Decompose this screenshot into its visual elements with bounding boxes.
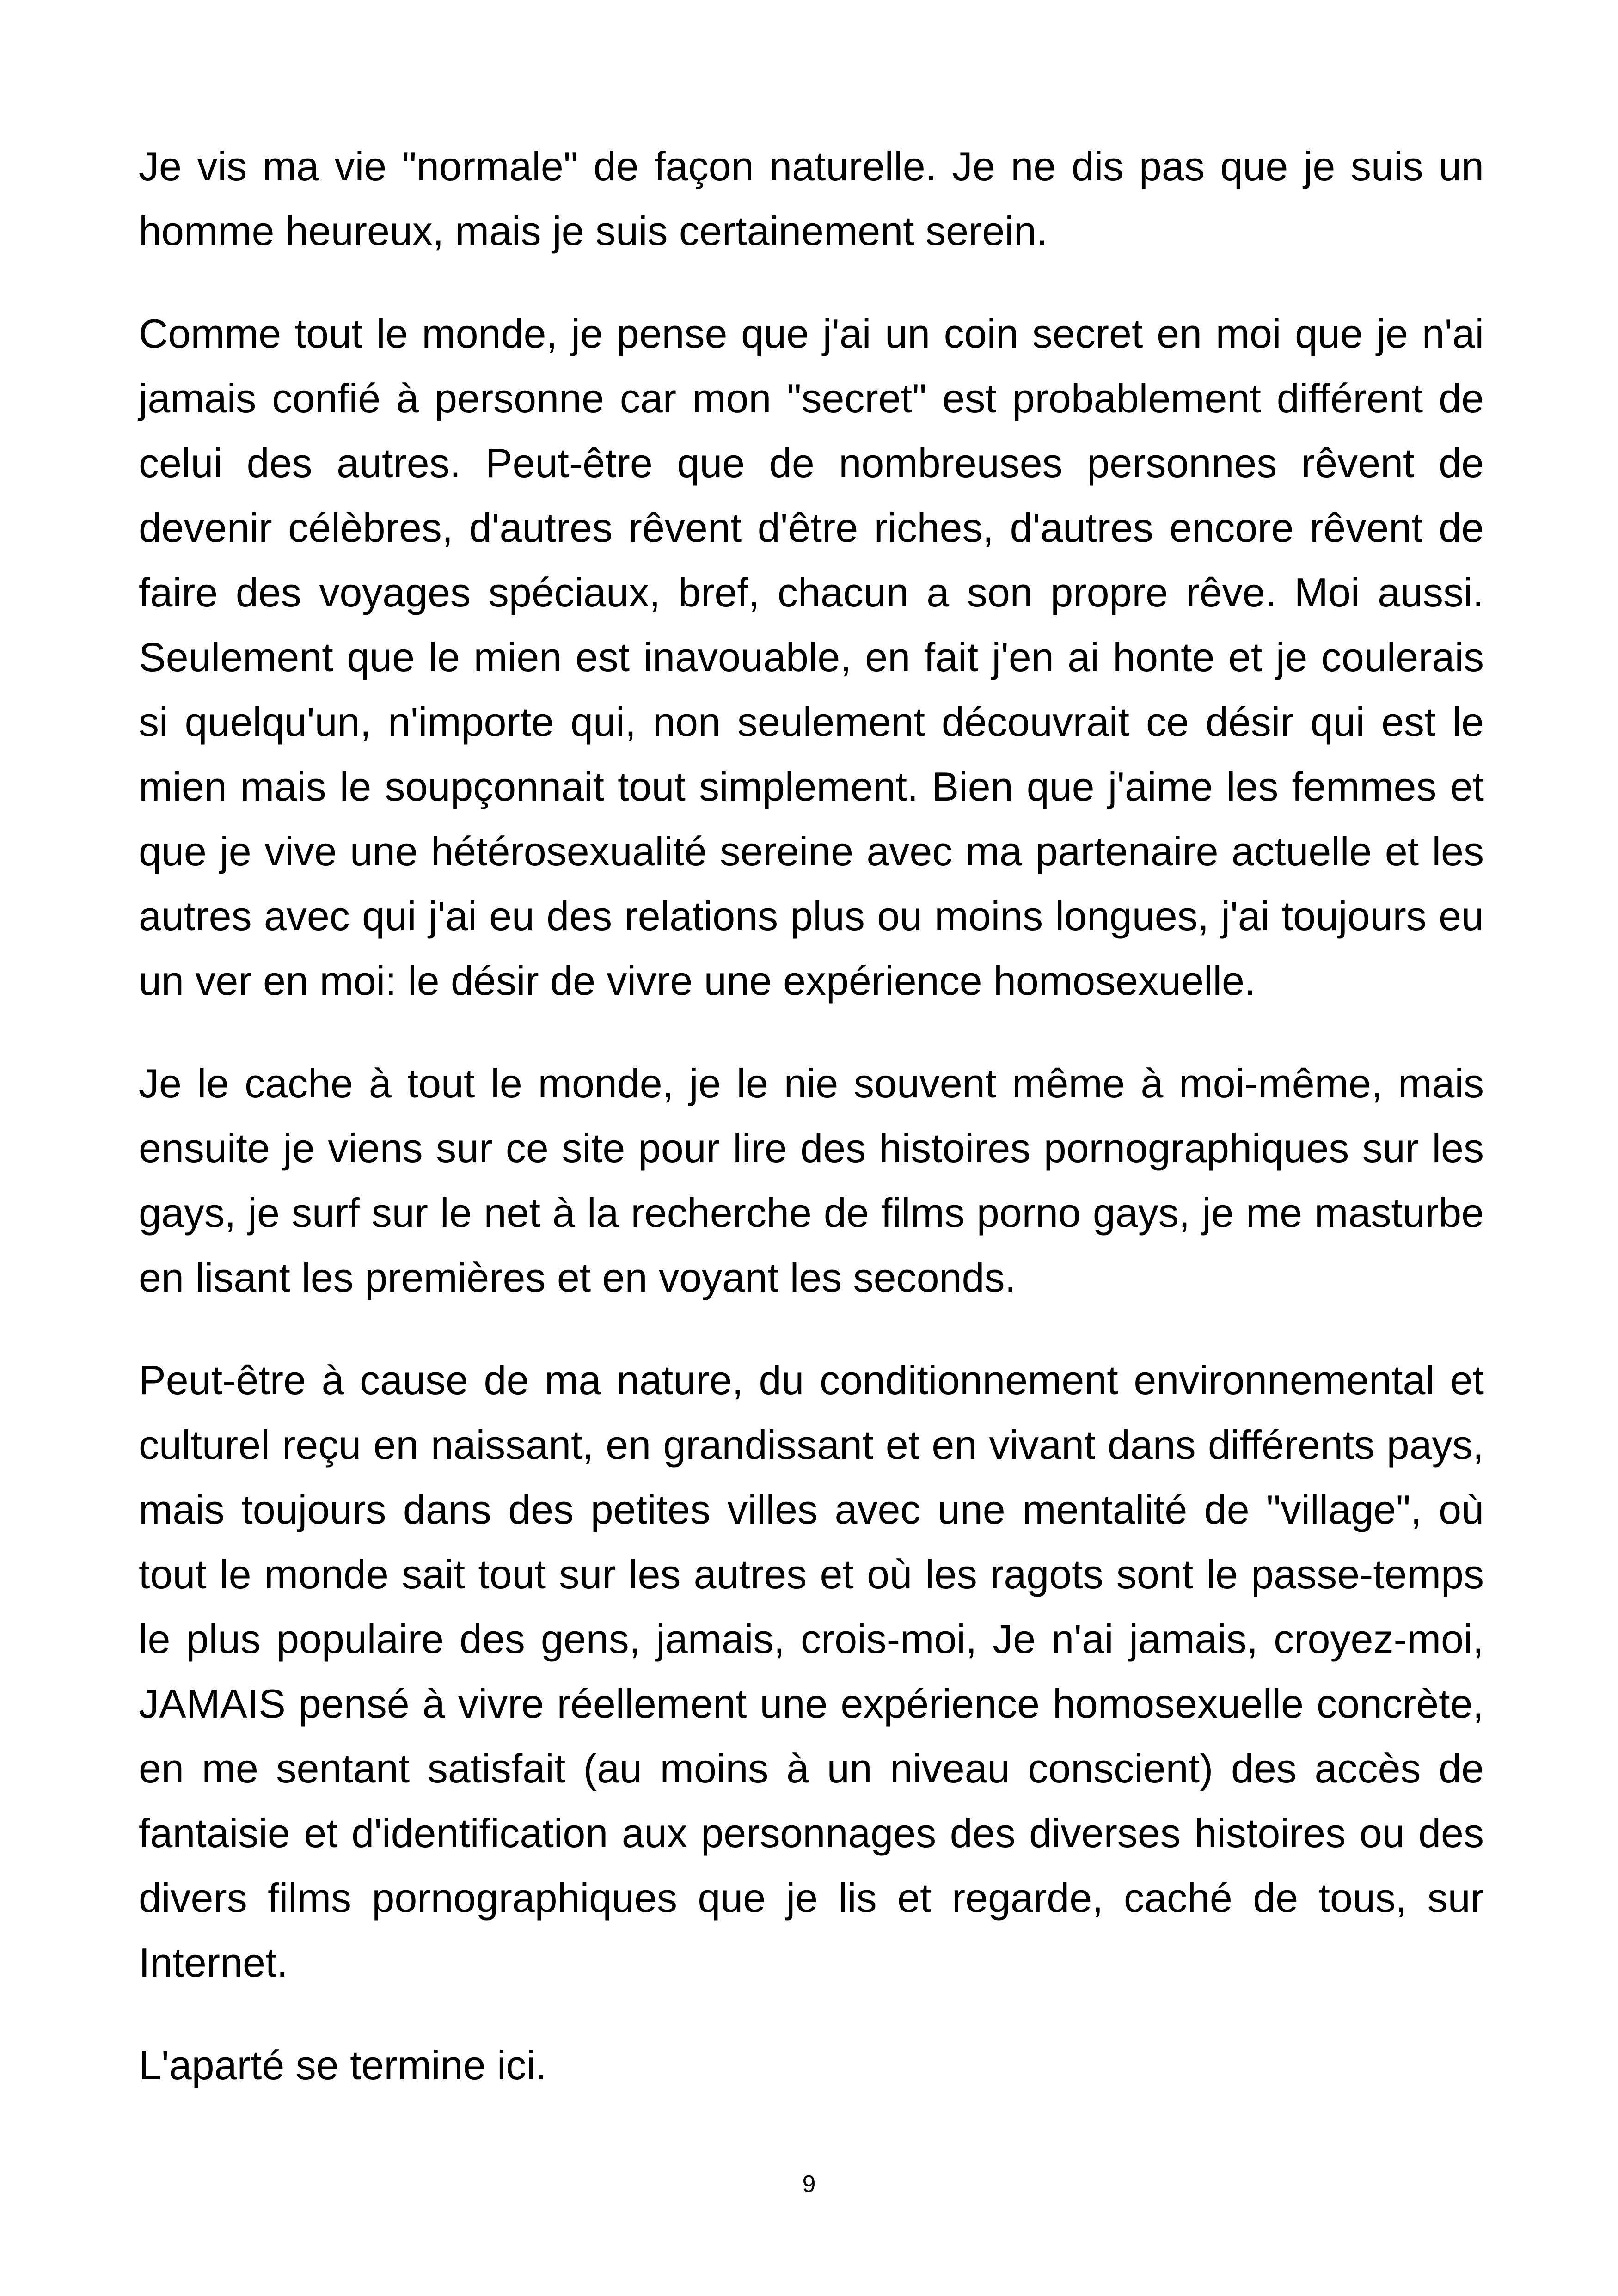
paragraph: Comme tout le monde, je pense que j'ai un coin secret en moi que je n'ai jamais confié à personne car mon "secret" est probablement différent de celui des autres. Peut-être que de nombreuses personnes rêvent de devenir célèbres, d'autres rêvent d'être riches, d'autres encore rêvent de faire des voyages spéciaux, bref, chacun a son propre rêve. Moi aussi. Seulement que le mien est inavouable, en fait j'en ai honte et je coulerais si quelqu'un, n'importe qui, non seulement découvrait ce désir qui est le mien mais le soupçonnait tout simplement. Bien que j'aime les femmes et que je vive une hétérosexualité sereine avec ma partenaire actuelle et les autres avec qui j'ai eu des relations plus ou moins longues, j'ai toujours eu un ver en moi: le désir de vivre une expérience homosexuelle. [139, 311, 1484, 1004]
page-number: 9 [802, 2171, 816, 2198]
paragraph: Je vis ma vie "normale" de façon naturelle. Je ne dis pas que je suis un homme heureux, mais je suis certainement serein. [139, 143, 1484, 254]
paragraph: L'aparté se termine ici. [139, 2042, 547, 2088]
paragraph: Peut-être à cause de ma nature, du conditionnement environnemental et culturel reçu en naissant, en grandissant et en vivant dans différents pays, mais toujours dans des petites villes avec une mentalité de "village", où tout le monde sait tout sur les autres et où les ragots sont le passe-temps le plus populaire des gens, jamais, crois-moi, Je n'ai jamais, croyez-moi, JAMAIS pensé à vivre réellement une expérience homosexuelle concrète, en me sentant satisfait (au moins à un niveau conscient) des accès de fantaisie et d'identification aux personnages des diverses histoires ou des divers films pornographiques que je lis et regarde, caché de tous, sur Internet. [139, 1357, 1484, 1985]
body-text [139, 134, 1484, 2136]
paragraph: Je le cache à tout le monde, je le nie souvent même à moi-même, mais ensuite je viens sur ce site pour lire des histoires pornographiques sur les gays, je surf sur le net à la recherche de films porno gays, je me masturbe en lisant les premières et en voyant les seconds. [139, 1060, 1484, 1300]
